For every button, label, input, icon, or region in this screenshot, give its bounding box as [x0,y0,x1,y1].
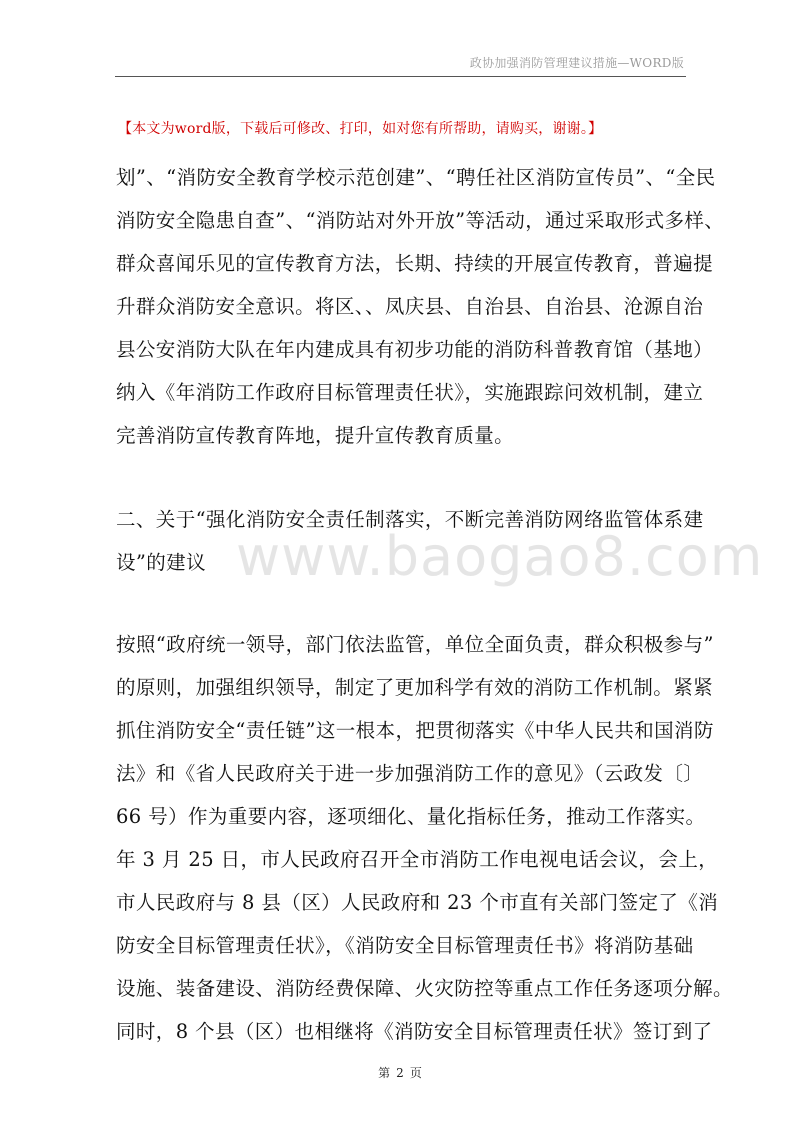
paragraph-1-line: 群众喜闻乐见的宣传教育方法，长期、持续的开展宣传教育，普遍提 [116,252,714,275]
paragraph-2-line: 同时，8 个县（区）也相继将《消防安全目标管理责任状》签订到了 [116,1020,713,1043]
page-number: 2 [396,1066,404,1080]
paragraph-2-line: 按照“政府统一领导，部门依法监管，单位全面负责，群众积极参与” [116,633,714,656]
paragraph-2-line: 防安全目标管理责任状》，《消防安全目标管理责任书》将消防基础 [116,934,694,957]
paragraph-2-line: 66 号）作为重要内容，逐项细化、量化指标任务，推动工作落实。 [116,805,706,828]
paragraph-2-line: 设施、装备建设、消防经费保障、火灾防控等重点工作任务逐项分解。 [116,977,733,1000]
footer-prefix: 第 [378,1066,391,1080]
paragraph-1-line: 划”、“消防安全教育学校示范创建”、“聘任社区消防宣传员”、“全民 [116,166,716,189]
section-heading-line: 设”的建议 [116,551,206,574]
page-footer [0,1064,800,1081]
paragraph-2-line: 的原则，加强组织领导，制定了更加科学有效的消防工作机制。紧紧 [116,676,714,699]
purchase-notice: 【本文为word版，下载后可修改、打印，如对您有所帮助，请购买，谢谢。】 [118,121,603,137]
paragraph-2-line: 市人民政府与 8 县（区）人民政府和 23 个市直有关部门签定了《消 [116,891,719,914]
paragraph-1-line: 升群众消防安全意识。将区、、凤庆县、自治县、自治县、沧源自治 [116,295,704,318]
paragraph-1-line: 纳入《年消防工作政府目标管理责任状》，实施跟踪问效机制，建立 [116,381,704,404]
paragraph-1-line: 消防安全隐患自查”、“消防站对外开放”等活动，通过采取形式多样、 [116,209,725,232]
paragraph-2-line: 抓住消防安全“责任链”这一根本，把贯彻落实《中华人民共和国消防 [116,719,714,742]
section-heading-line: 二、关于“强化消防安全责任制落实，不断完善消防网络监管体系建 [116,508,704,531]
header-divider [115,76,686,77]
paragraph-1-line: 完善消防宣传教育阵地，提升宣传教育质量。 [116,424,515,447]
paragraph-2-line: 法》和《省人民政府关于进一步加强消防工作的意见》（云政发〔〕 [116,762,704,785]
paragraph-1-line: 县公安消防大队在年内建成具有初步功能的消防科普教育馆（基地） [116,338,714,361]
footer-suffix: 页 [409,1066,422,1080]
watermark: www.baogao8.com [236,525,764,588]
document-header-title: 政协加强消防管理建议措施—WORD版 [469,56,684,70]
paragraph-2-line: 年 3 月 25 日，市人民政府召开全市消防工作电视电话会议，会上， [116,848,719,871]
